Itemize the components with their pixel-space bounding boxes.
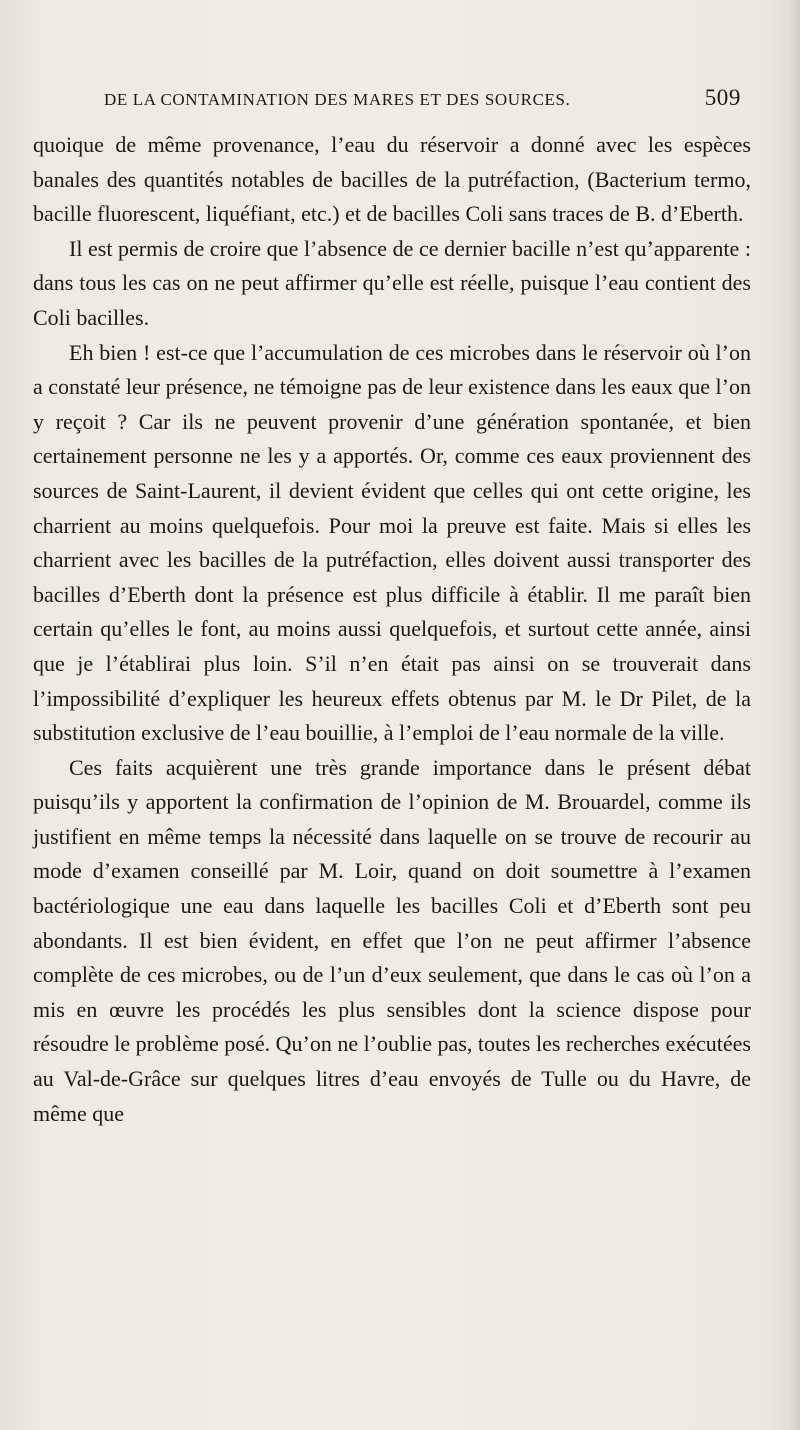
paragraph-4: Ces faits acquièrent une très grande importance dans le présent débat puisqu’ils y apportent la confirmation de l’opinion de M. Brouardel, comme ils justifient en même temps la nécessité dans laquelle on se trouve de recourir au mode d’examen conseillé par M. Loir, quand on doit soumettre à l’examen bactériologique une eau dans laquelle les bacilles Coli et d’Eberth sont peu abondants. Il est bien évident, en effet que l’on ne peut affirmer l’absence complète de ces microbes, ou de l’un d’eux seulement, que dans le cas où l’on a mis en œuvre les procédés les plus sensibles dont la science dispose pour résoudre le problème posé. Qu’on ne l’oublie pas, toutes les recherches exécutées au Val-de-Grâce sur quelques litres d’eau envoyés de Tulle ou du Havre, de même que bbox=[33, 754, 751, 1126]
paragraph-1: quoique de même provenance, l’eau du réservoir a donné avec les espèces banales des quantités notables de bacilles de la putréfaction, (Bacterium termo, bacille fluorescent, liquéfiant, etc.) et de bacilles Coli sans traces de B. d’Eberth. bbox=[33, 132, 751, 227]
paragraph-3: Eh bien ! est-ce que l’accumulation de ces microbes dans le réservoir où l’on a constaté leur présence, ne témoigne pas de leur existence dans les eaux que l’on y reçoit ? Car ils ne peuvent provenir d’une génération spontanée, et bien certainement personne ne les y a apportés. Or, comme ces eaux proviennent des sources de Saint-Laurent, il devient évident que celles qui ont cette origine, les charrient au moins quelquefois. Pour moi la preuve est faite. Mais si elles les charrient avec les bacilles de la putréfaction, elles doivent aussi transporter des bacilles d’Eberth dont la présence est plus difficile à établir. Il me paraît bien certain qu’elles le font, au moins aussi quelquefois, et surtout cette année, ainsi que je l’établirai plus loin. S’il n’en était pas ainsi on se trouverait dans l’impossibilité d’expliquer les heureux effets obtenus par M. le Dr Pilet, de la substitution exclusive de l’eau bouillie, à l’emploi de l’eau normale de la ville. bbox=[33, 339, 751, 746]
paragraph-2: Il est permis de croire que l’absence de ce dernier bacille n’est qu’apparente : dans tous les cas on ne peut affirmer qu’elle est réelle, puisque l’eau contient des Coli bacilles. bbox=[33, 235, 751, 330]
page-edge-shadow bbox=[788, 0, 800, 1430]
running-title: DE LA CONTAMINATION DES MARES ET DES SOURCES. bbox=[104, 90, 571, 109]
page-header bbox=[104, 85, 764, 118]
body-text bbox=[33, 128, 751, 1131]
page-number: 509 bbox=[704, 85, 741, 110]
